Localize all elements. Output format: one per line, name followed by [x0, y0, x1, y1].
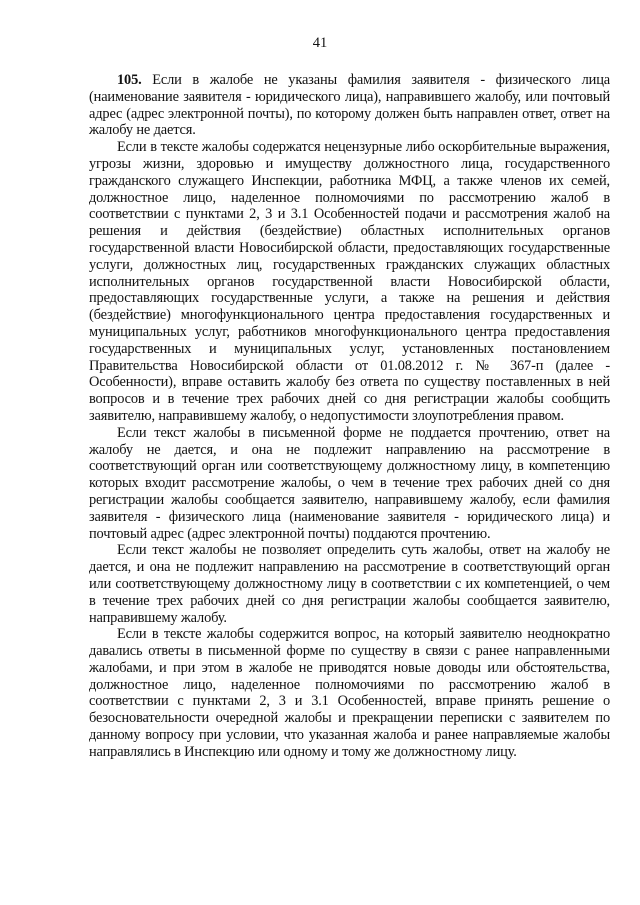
paragraph-offensive-content: Если в тексте жалобы содержатся нецензурные либо оскорбительные выражения, угрозы жизни, здоровью и имуществу должностного лица, государственного гражданского служащего Инспекции, работника МФЦ, а также членов их семей, должностное лицо, наделенное полномочиями по рассмотрению жалоб в соответствии с пунктами 2, 3 и 3.1 Особенностей подачи и рассмотрения жалоб на решения и действия (бездействие) областных исполнительных органов государственной власти Новосибирской области, предоставляющих государственные услуги, должностных лиц, государственных гражданских служащих областных исполнительных органов государственной власти Новосибирской области, предоставляющих государственные услуги, а также на решения и действия (бездействие) многофункционального центра предоставления государственных и муниципальных услуг, работников многофункционального центра предоставления государственных и муниципальных услуг, установленных постановлением Правительства Новосибирской области от 01.08.2012 г. № 367-п (далее - Особенности), вправе оставить жалобу без ответа по существу поставленных в ней вопросов и в течение трех рабочих дней со дня регистрации жалобы сообщить заявителю, направившему жалобу, о недопустимости злоупотребления правом.	[89, 139, 610, 424]
document-body	[89, 72, 610, 761]
paragraph-105-text: Если в жалобе не указаны фамилия заявителя - физического лица (наименование заявителя - юридического лица), направившего жалобу, или почтовый адрес (адрес электронной почты), по которому должен быть направлен ответ, ответ на жалобу не дается.	[89, 72, 610, 139]
paragraph-repeated-question: Если в тексте жалобы содержится вопрос, на который заявителю неоднократно давались ответы в письменной форме по существу в связи с ранее направленными жалобами, и при этом в жалобе не приводятся новые доводы или обстоятельства, должностное лицо, наделенное полномочиями по рассмотрению жалоб в соответствии с пунктами 2, 3 и 3.1 Особенностей, вправе принять решение о безосновательности очередной жалобы и прекращении переписки с заявителем по данному вопросу при условии, что указанная жалоба и ранее направляемые жалобы направлялись в Инспекцию или одному и тому же должностному лицу.	[89, 626, 610, 760]
paragraph-unclear-essence: Если текст жалобы не позволяет определить суть жалобы, ответ на жалобу не дается, и она не подлежит направлению на рассмотрение в соответствующий орган или соответствующему должностному лицу в соответствии с их компетенцией, о чем в течение трех рабочих дней со дня регистрации жалобы сообщается заявителю, направившему жалобу.	[89, 542, 610, 626]
paragraph-105	[89, 72, 610, 139]
paragraph-unreadable-text: Если текст жалобы в письменной форме не поддается прочтению, ответ на жалобу не дается, и она не подлежит направлению на рассмотрение в соответствующий орган или соответствующему должностному лицу, в компетенцию которых входит рассмотрение жалобы, о чем в течение трех рабочих дней со дня регистрации жалобы сообщается заявителю, направившему жалобу, если фамилия заявителя - физического лица (наименование заявителя - юридического лица) и почтовый адрес (адрес электронной почты) поддаются прочтению.	[89, 424, 610, 542]
page-number: 41	[312, 35, 328, 51]
item-number: 105.	[117, 72, 142, 88]
